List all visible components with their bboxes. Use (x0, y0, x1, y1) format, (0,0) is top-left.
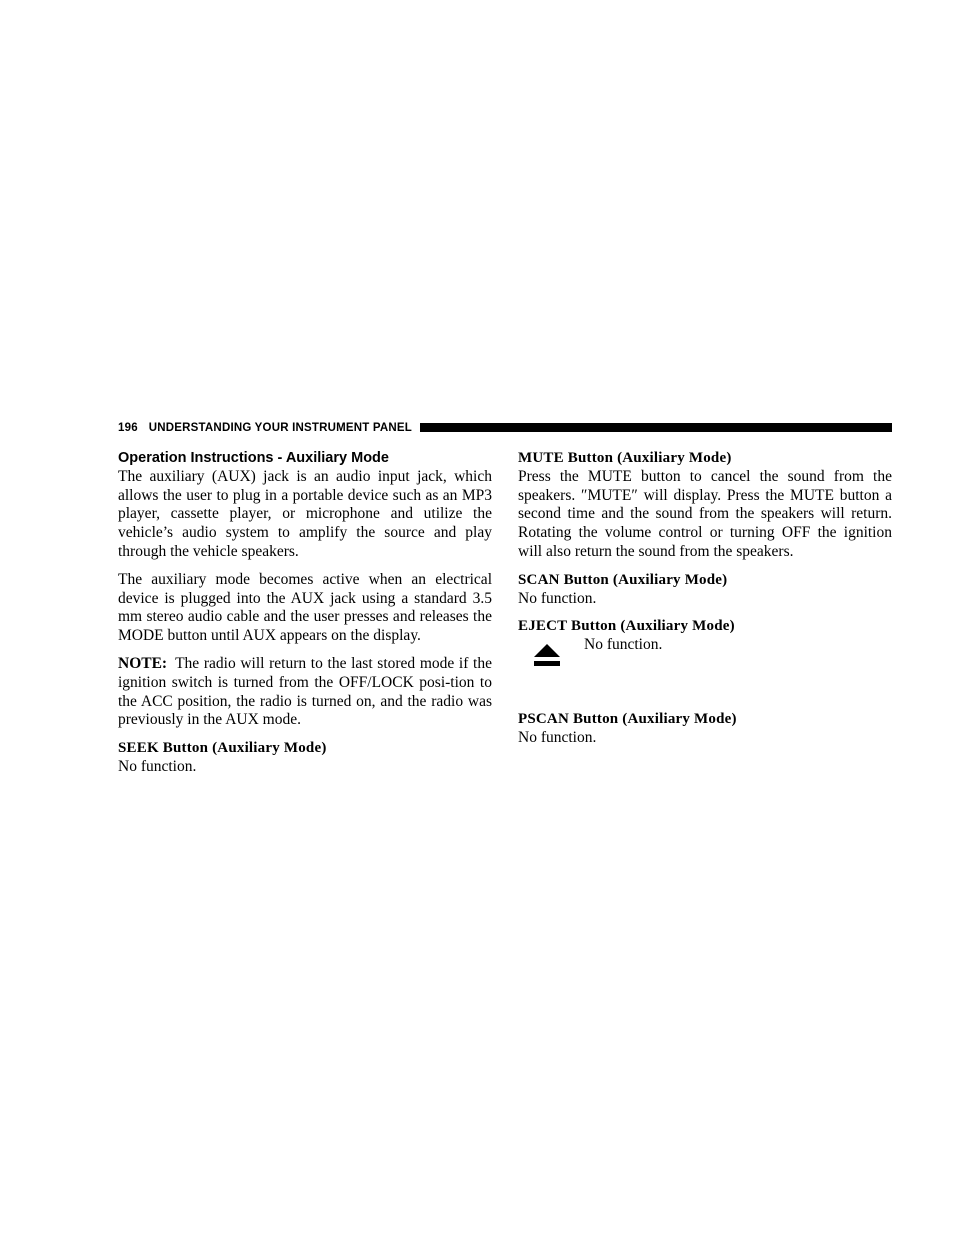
eject-row (518, 636, 892, 710)
pscan-heading: PSCAN Button (Auxiliary Mode) (518, 711, 737, 728)
seek-text: No function. (118, 757, 197, 775)
header-rule (420, 423, 892, 432)
section-title: UNDERSTANDING YOUR INSTRUMENT PANEL (148, 421, 412, 434)
mute-heading: MUTE Button (Auxiliary Mode) (518, 450, 732, 466)
right-column (518, 449, 892, 748)
mute-text: Press the MUTE button to cancel the sound from the speakers. ″MUTE″ will display. Press the MUTE button a second time and the sound from the speakers will return. Rotating the volume control or turning OFF the ignition will also return the sound from the speakers. (518, 467, 892, 560)
pscan-text: No function. (518, 728, 597, 746)
eject-heading: EJECT Button (Auxiliary Mode) (518, 618, 735, 635)
aux-jack-paragraph: The auxiliary (AUX) jack is an audio input jack, which allows the user to plug in a portable device such as an MP3 player, cassette player, or microphone and utilize the vehicle’s audio system to amplify the source and play through the vehicle speakers. (118, 467, 492, 560)
scan-heading: SCAN Button (Auxiliary Mode) (518, 571, 728, 588)
seek-heading: SEEK Button (Auxiliary Mode) (118, 740, 327, 757)
page-header (118, 419, 892, 436)
eject-icon (532, 642, 562, 668)
aux-activation-paragraph: The auxiliary mode becomes active when an electrical device is plugged into the AUX jack using a standard 3.5 mm stereo audio cable and the user presses and releases the MODE button until AUX appears on the display. (118, 570, 492, 645)
aux-mode-heading: Operation Instructions - Auxiliary Mode (118, 450, 389, 466)
eject-text: No function. (584, 636, 663, 654)
scan-text: No function. (518, 589, 597, 607)
note-label: NOTE: (118, 654, 168, 672)
page-number: 196 (118, 421, 138, 434)
left-column (118, 449, 492, 777)
note-text: The radio will return to the last stored mode if the ignition switch is turned from the OFF/LOCK posi-tion to the ACC position, the radio is turned on, and the radio was previously in the AUX mode. (118, 654, 492, 729)
note-paragraph (118, 655, 492, 730)
